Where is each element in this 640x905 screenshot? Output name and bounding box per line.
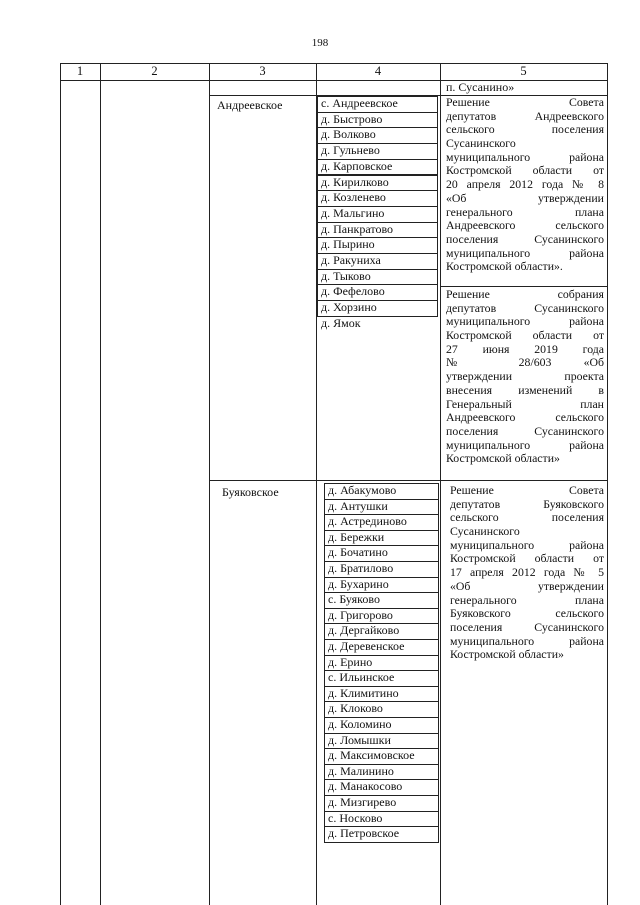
document-line: депутатов Андреевского bbox=[446, 108, 604, 123]
document-line: генерального плана bbox=[446, 204, 604, 219]
village-name: д. Тыково bbox=[321, 268, 371, 283]
document-text bbox=[446, 96, 604, 274]
village-name: д. Дергайково bbox=[328, 623, 400, 638]
header-bottom-border bbox=[60, 80, 607, 81]
village-name: с. Ильинское bbox=[328, 670, 395, 685]
village-name: д. Ерино bbox=[328, 654, 373, 669]
col-border-1-2 bbox=[100, 63, 101, 905]
village-name: д. Клоково bbox=[328, 701, 383, 716]
document-line: сельского поселения bbox=[450, 510, 604, 525]
village-name: д. Ракуниха bbox=[321, 253, 381, 267]
document-line: Сусанинского bbox=[446, 136, 516, 151]
village-name: д. Хорзино bbox=[321, 300, 377, 315]
document-line: 27 июня 2019 года bbox=[446, 341, 604, 356]
document-line: Костромской области от bbox=[446, 163, 604, 178]
village-name: д. Григорово bbox=[328, 607, 393, 622]
document-line: Костромской области» bbox=[450, 647, 564, 662]
document-line: депутатов Буяковского bbox=[450, 496, 604, 511]
village-name: д. Бухарино bbox=[328, 576, 389, 591]
village-name: д. Малинино bbox=[328, 763, 394, 778]
village-name: д. Фефелово bbox=[321, 284, 385, 299]
document-line: Андреевского сельского bbox=[446, 410, 604, 425]
document-line: муниципального района bbox=[446, 245, 604, 260]
village-name: д. Ямок bbox=[321, 315, 361, 330]
document-line: Сусанинского bbox=[450, 524, 520, 539]
village-name: д. Бережки bbox=[328, 529, 385, 544]
document-line: Андреевского сельского bbox=[446, 218, 604, 233]
document-line: Костромской области». bbox=[446, 259, 563, 274]
village-name: д. Манакосово bbox=[328, 779, 403, 794]
col-border-left bbox=[60, 63, 61, 905]
village-name: д. Гульнево bbox=[321, 143, 380, 158]
village-name: д. Панкратово bbox=[321, 221, 394, 236]
col-border-4-5 bbox=[440, 63, 441, 905]
column-header-4: 4 bbox=[374, 64, 382, 78]
document-line: муниципального района bbox=[446, 437, 604, 452]
village-name: д. Климитино bbox=[328, 685, 399, 700]
document-line: депутатов Сусанинского bbox=[446, 300, 604, 315]
document-line: муниципального района bbox=[450, 633, 604, 648]
document-line: поселения Сусанинского bbox=[446, 231, 604, 246]
document-text bbox=[450, 484, 604, 662]
document-line: Решение собрания bbox=[446, 287, 604, 301]
column-header-1: 1 bbox=[76, 64, 84, 78]
document-line: муниципального района bbox=[446, 314, 604, 329]
document-line: «Об утверждении bbox=[446, 190, 604, 205]
village-name: с. Носково bbox=[328, 810, 383, 825]
settlement-name: Буяковское bbox=[222, 485, 279, 499]
continued-text: п. Сусанино» bbox=[446, 80, 515, 94]
village-name: д. Астрединово bbox=[328, 514, 407, 529]
document-line: 17 апреля 2012 года № 5 bbox=[450, 565, 604, 580]
village-name: с. Андреевское bbox=[321, 96, 398, 110]
document-line: «Об утверждении bbox=[450, 578, 604, 593]
village-name: д. Мизгирево bbox=[328, 795, 397, 809]
village-name: д. Деревенское bbox=[328, 639, 405, 653]
settlement-name: Андреевское bbox=[217, 98, 283, 112]
village-name: д. Волково bbox=[321, 127, 376, 142]
document-text bbox=[446, 288, 604, 466]
village-name: д. Максимовское bbox=[328, 748, 415, 763]
document-line: Решение Совета bbox=[446, 95, 604, 109]
document-line: Решение Совета bbox=[450, 483, 604, 497]
village-name: д. Братилово bbox=[328, 561, 394, 575]
document-line: Генеральный план bbox=[446, 396, 604, 411]
document-line: поселения Сусанинского bbox=[450, 619, 604, 634]
col-border-2-3 bbox=[209, 63, 210, 905]
village-name: д. Коломино bbox=[328, 717, 392, 731]
village-name: д. Ломышки bbox=[328, 732, 391, 747]
document-line: муниципального района bbox=[450, 537, 604, 552]
village-name: д. Козленево bbox=[321, 190, 386, 205]
village-name: д. Абакумово bbox=[328, 483, 397, 497]
village-name: д. Антушки bbox=[328, 498, 388, 513]
document-line: генерального плана bbox=[450, 592, 604, 607]
document-line: 20 апреля 2012 года № 8 bbox=[446, 177, 604, 192]
document-line: утверждении проекта bbox=[446, 369, 604, 384]
document-line: сельского поселения bbox=[446, 122, 604, 137]
village-name: д. Карповское bbox=[321, 158, 393, 173]
village-name: д. Кирилково bbox=[321, 174, 389, 189]
column-header-5: 5 bbox=[520, 64, 527, 78]
document-line: Костромской области от bbox=[450, 551, 604, 566]
document-line: Буяковского сельского bbox=[450, 606, 604, 621]
col-border-right bbox=[607, 63, 608, 905]
village-name: д. Пырино bbox=[321, 237, 375, 252]
document-line: № 28/603 «Об bbox=[446, 355, 604, 370]
document-line: Костромской области от bbox=[446, 328, 604, 343]
village-name: д. Бочатино bbox=[328, 545, 388, 560]
village-name: д. Петровское bbox=[328, 826, 400, 841]
group-separator bbox=[209, 480, 607, 481]
column-header-2: 2 bbox=[151, 64, 158, 78]
village-name: с. Буяково bbox=[328, 592, 380, 607]
column-header-3: 3 bbox=[259, 64, 266, 78]
document-line: поселения Сусанинского bbox=[446, 423, 604, 438]
document-line: Костромской области» bbox=[446, 451, 560, 466]
village-name: д. Быстрово bbox=[321, 111, 383, 126]
document-line: внесения изменений в bbox=[446, 382, 604, 397]
village-name: д. Мальгино bbox=[321, 205, 385, 220]
document-line: муниципального района bbox=[446, 149, 604, 164]
page-number: 198 bbox=[311, 37, 329, 49]
